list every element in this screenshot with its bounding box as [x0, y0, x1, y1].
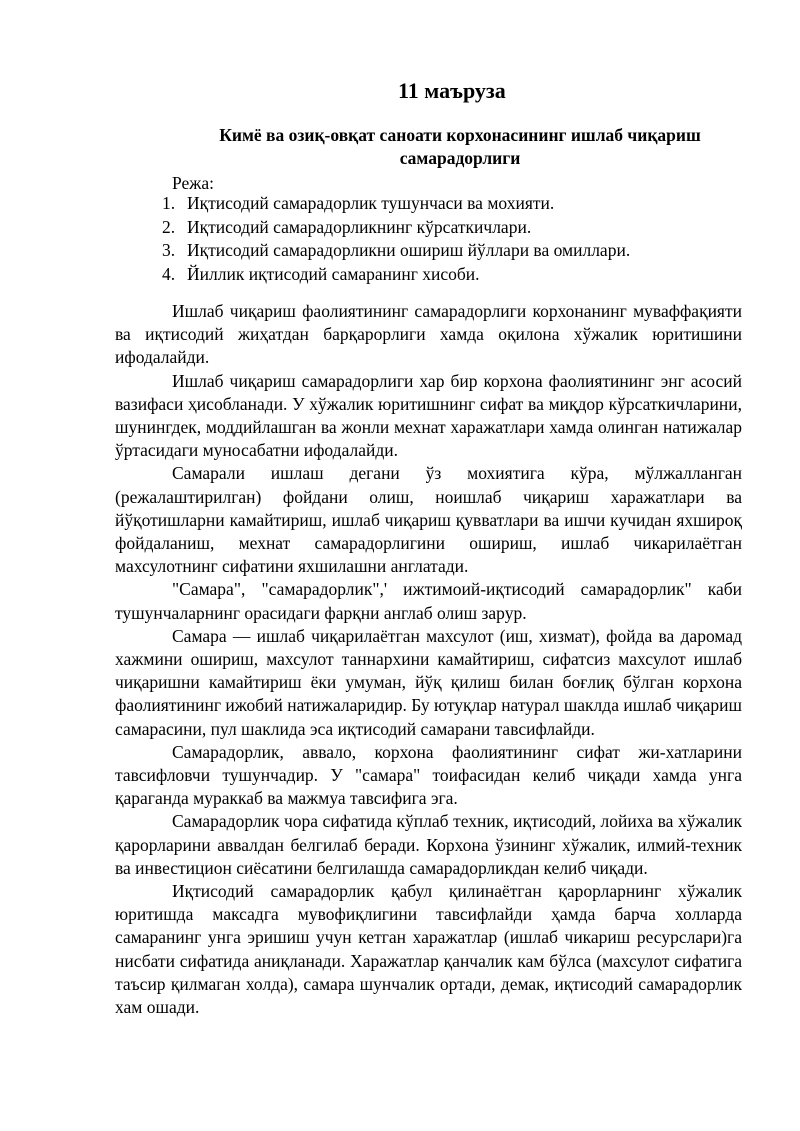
paragraph: Ишлаб чиқариш фаолиятининг самарадорлиги корхонанинг муваффақияти ва иқтисодий жиҳатдан барқарорлиги хамда оқилона хўжалик юритишини ифодалайди.	[115, 301, 742, 368]
plan-list	[162, 192, 630, 286]
plan-item	[162, 192, 630, 216]
plan-item-number: 4.	[162, 263, 176, 284]
plan-item-text: Иқтисодий самарадорликни ошириш йўллари ва омиллари.	[187, 240, 631, 260]
body-text	[115, 300, 742, 1019]
plan-item-number: 3.	[162, 240, 176, 260]
lecture-title: 11 маъруза	[398, 78, 506, 103]
paragraph: "Самара", "самарадорлик",' ижтимоий-иқтисодий самарадорлик" каби тушунчаларнинг орасидаги фарқни англаб олиш зарур.	[115, 579, 742, 623]
plan-item	[162, 239, 630, 263]
plan-item-number: 2.	[162, 216, 176, 237]
paragraph: Самарали ишлаш дегани ўз мохиятига кўра, мўлжалланган (режалаштирилган) фойдани олиш, ноишлаб чиқариш харажатлари ва йўқотишларни камайтириш, ишлаб чиқариш қувватлари ва ишчи кучидан яхшироқ фойдаланиш, мехнат самарадорлигини ошириш, ишлаб чикарилаётган махсулотнинг сифатини яхшилашни англатади.	[115, 463, 742, 577]
plan-item-text: Иқтисодий самарадорликнинг кўрсаткичлари.	[187, 216, 532, 237]
plan-item	[162, 216, 630, 240]
plan-item	[162, 263, 630, 287]
plan-item-text: Йиллик иқтисодий самаранинг хисоби.	[187, 263, 480, 284]
plan-label: Режа:	[172, 173, 214, 193]
paragraph: Самара — ишлаб чиқарилаётган махсулот (иш, хизмат), фойда ва даромад хажмини ошириш, махсулот таннархини камайтириш, сифатсиз махсулот ишлаб чиқаришни камайтириш ёки умуман, йўқ қилиш билан боғлиқ бўлган корхона фаолиятининг ижобий натижаларидир. Бу ютуқлар натурал шаклда ишлаб чиқариш самарасини, пул шаклида эса иқтисодий самарани тавсифлайди.	[115, 625, 742, 739]
plan-item-text: Иқтисодий самарадорлик тушунчаси ва мохияти.	[187, 193, 555, 213]
paragraph: Самарадорлик чора сифатида кўплаб техник, иқтисодий, лойиха ва хўжалик қарорларини аввалдан белгилаб беради. Корхона ўзининг хўжалик, илмий-техник ва инвестицион сиёсатини белгилашда самарадорликдан келиб чиқади.	[115, 811, 742, 878]
topic-title: Кимё ва озиқ-овқат саноати корхонасининг ишлаб чиқариш самарадорлиги	[219, 125, 701, 168]
paragraph: Самарадорлик, аввало, корхона фаолиятининг сифат жи-хатларини тавсифловчи тушунчадир. У "самара" тоифасидан келиб чиқади хамда унга қараганда мураккаб ва мажмуа тавсифига эга.	[115, 741, 742, 809]
paragraph: Ишлаб чиқариш самарадорлиги хар бир корхона фаолиятининг энг асосий вазифаси ҳисобланади. У хўжалик юритишнинг сифат ва миқдор кўрсаткичларини, шунингдек, моддийлашган ва жонли мехнат харажатлари хамда олинган натижалар ўртасидаги муносабатни ифодалайди.	[115, 370, 742, 461]
paragraph: Иқтисодий самарадорлик қабул қилинаётган қарорларнинг хўжалик юритишда максадга мувофиқлигини тавсифлайди ҳамда барча холларда самаранинг унга эришиш учун кетган харажатлар (ишлаб чикариш ресурслари)га нисбати сифатида аниқланади. Харажатлар қанчалик кам бўлса (махсулот сифатига таъсир қилмаган холда), самара шунчалик ортади, демак, иқтисодий самарадорлик хам ошади.	[115, 881, 742, 1018]
plan-item-number: 1.	[162, 193, 176, 213]
